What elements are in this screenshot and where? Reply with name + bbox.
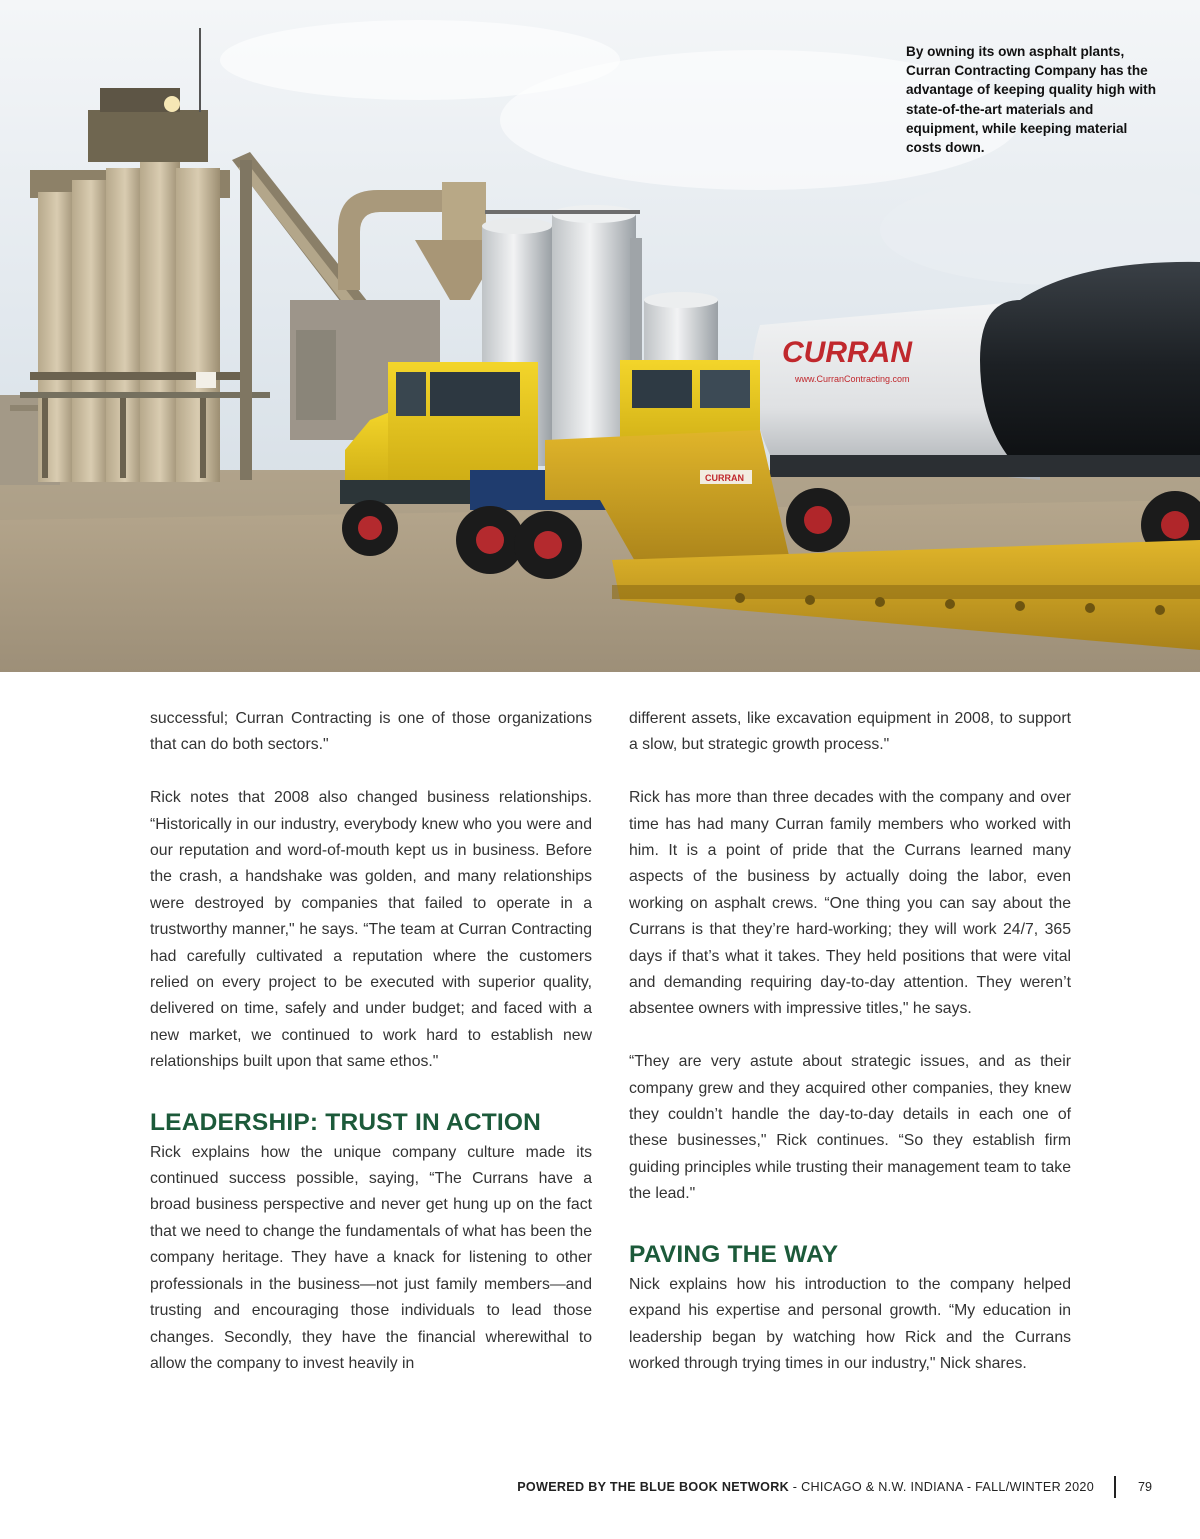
page-footer — [0, 1476, 1200, 1500]
paragraph: successful; Curran Contracting is one of those organizations that can do both sectors." — [150, 710, 592, 754]
article-column-right — [629, 706, 1071, 1377]
article-column-left — [150, 706, 592, 1377]
paragraph: “They are very astute about strategic issues, and as their company grew and they acquired other companies, they knew they couldn’t handle the day-to-day details in each one of these businesses," Rick continues. “So they establish firm guiding principles while trusting their management team to take the lead." — [629, 1053, 1071, 1203]
section-heading-leadership: LEADERSHIP: TRUST IN ACTION — [150, 1108, 542, 1136]
section-heading-paving: PAVING THE WAY — [629, 1240, 839, 1268]
footer-divider — [1114, 1476, 1116, 1498]
trailer-brand-text: CURRAN — [705, 473, 744, 483]
tanker-url-text: www.CurranContracting.com — [795, 374, 910, 384]
hero-photo — [0, 0, 1200, 672]
paragraph: Rick notes that 2008 also changed business relationships. “Historically in our industry, everybody knew who you were and our reputation and word-of-mouth kept us in business. Before the crash, a handshake was golden, and many relationships were destroyed by companies that failed to operate in a trustworthy manner," he says. “The team at Curran Contracting had carefully cultivated a reputation where the customers relied on every project to be executed with superior quality, delivered on time, safely and under budget; and faced with a new market, we continued to work hard to establish new relationships built upon that same ethos." — [150, 789, 592, 1071]
paragraph: Rick has more than three decades with the company and over time has had many Curran family members who worked with him. It is a point of pride that the Currans learned many aspects of the business by actually doing the labor, even working on asphalt crews. “One thing you can say about the Currans is that they’re hard-working; they will work 24/7, 365 days if that’s what it takes. They held positions that were vital and demanding requiring day-to-day attention. They weren’t absentee owners with impressive titles," he says. — [629, 789, 1071, 1018]
tanker-brand-text: CURRAN — [782, 336, 912, 369]
footer-publication — [517, 1480, 1094, 1494]
page-number: 79 — [1138, 1480, 1153, 1494]
footer-brand: POWERED BY THE BLUE BOOK NETWORK — [517, 1480, 789, 1494]
footer-issue: - CHICAGO & N.W. INDIANA - FALL/WINTER 2020 — [788, 1480, 1094, 1494]
photo-caption: By owning its own asphalt plants, Curran Contracting Company has the advantage of keeping quality high with state-of-the-art materials and equipment, while keeping material costs down. — [906, 44, 1156, 156]
paragraph: different assets, like excavation equipment in 2008, to support a slow, but strategic growth process." — [629, 710, 1071, 754]
paragraph: Nick explains how his introduction to the company helped expand his expertise and personal growth. “My education in leadership began by watching how Rick and the Currans worked through trying times in our industry," Nick shares. — [629, 1275, 1071, 1372]
paragraph: Rick explains how the unique company culture made its continued success possible, saying, “The Currans have a broad business perspective and never get hung up on the fact that we need to change the fundamentals of what has been the company heritage. They have a knack for listening to other professionals in the business—not just family members—and trusting and encouraging those individuals to lead those changes. Secondly, they have the financial wherewithal to allow the company to invest heavily in — [150, 1143, 592, 1372]
